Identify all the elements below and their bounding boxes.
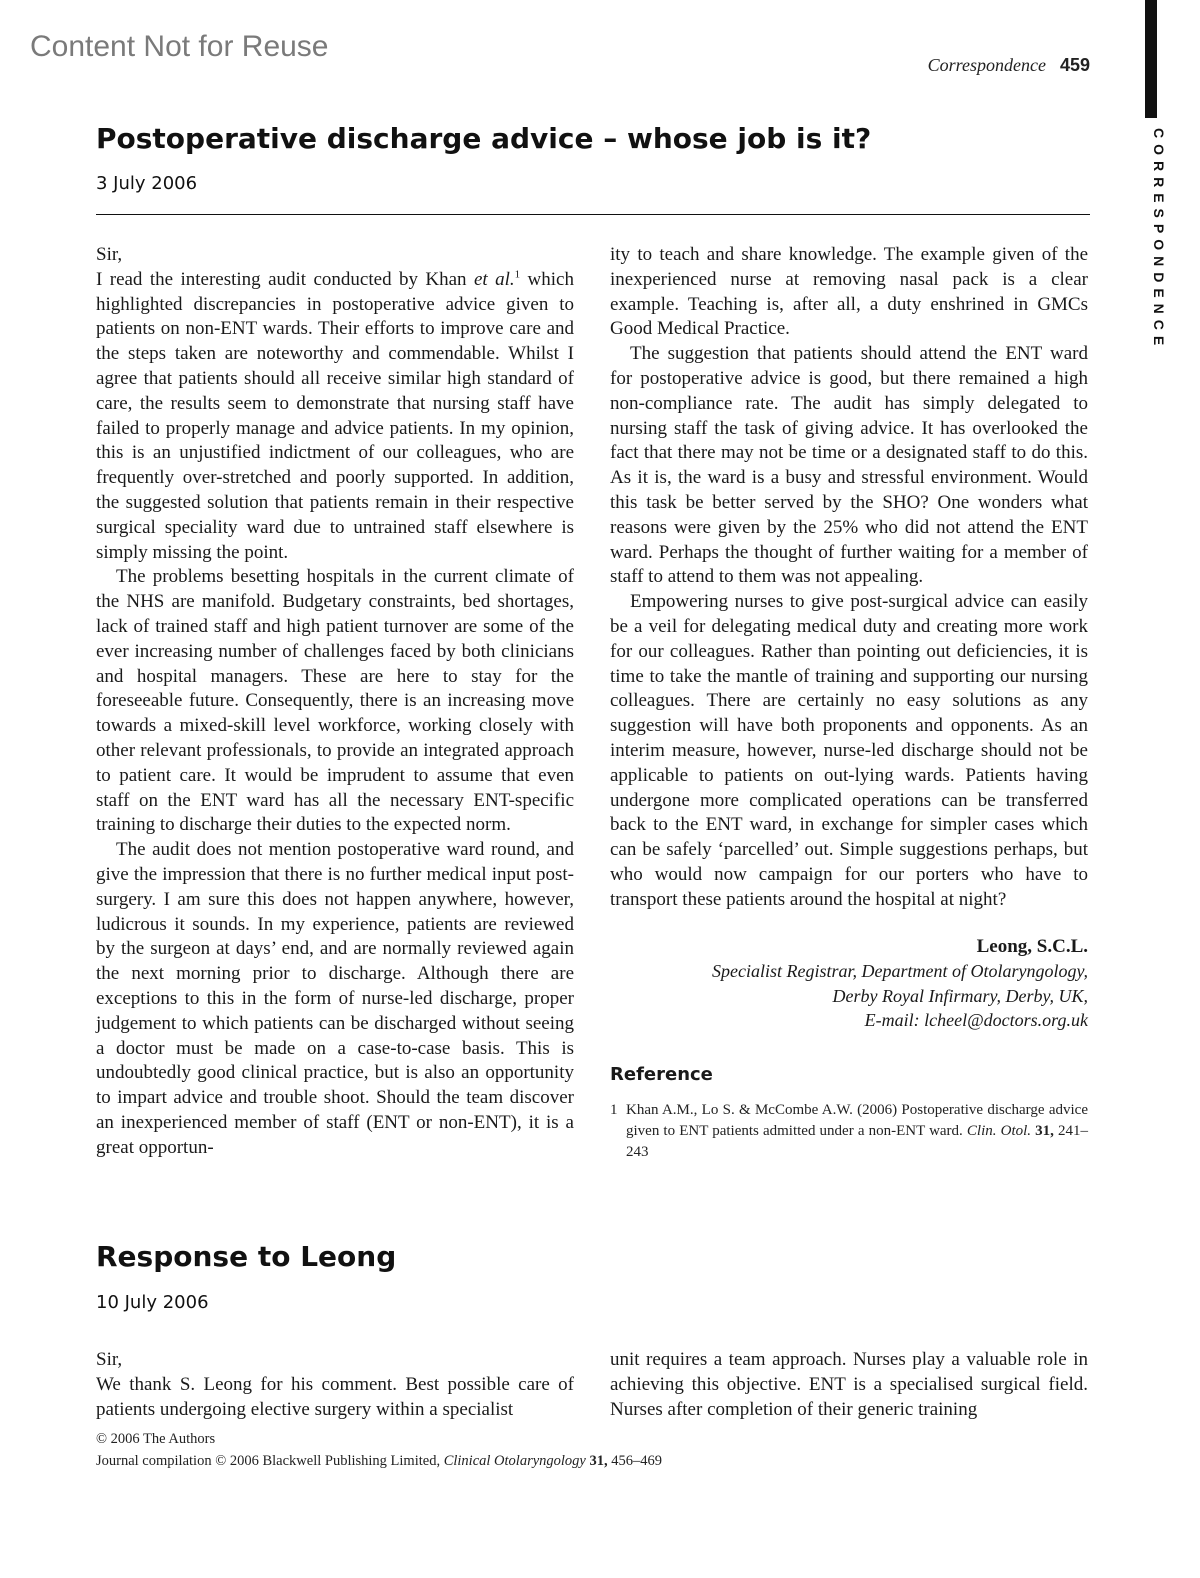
running-head xyxy=(928,55,1090,76)
response-date: 10 July 2006 xyxy=(96,1292,209,1313)
response-column-right xyxy=(610,1348,1088,1422)
reference-heading: Reference xyxy=(610,1063,713,1085)
reference-journal: Clin. Otol. xyxy=(966,1122,1032,1139)
side-section-label: CORRESPONDENCE xyxy=(1151,128,1167,352)
response-title: Response to Leong xyxy=(96,1240,397,1273)
response-paragraph-part-1: We thank S. Leong for his comment. Best possible care of patients undergoing elective surgery within a specialist xyxy=(96,1373,574,1420)
article-column-left xyxy=(96,243,574,1160)
reference-number: 1 xyxy=(610,1101,618,1118)
footer-volume: 31, xyxy=(589,1453,608,1469)
footer-compilation xyxy=(96,1450,662,1472)
author-signoff xyxy=(610,935,1088,1033)
reference-volume: 31, xyxy=(1035,1122,1054,1139)
response-paragraph-part-2: unit requires a team approach. Nurses play a valuable role in achieving this objective. ENT is a specialised surgical field. Nurses after completion of their generic training xyxy=(610,1349,1088,1420)
author-position: Specialist Registrar, Department of Otolaryngology, xyxy=(712,961,1088,982)
author-name: Leong, S.C.L. xyxy=(976,935,1088,957)
paragraph-3-part-1: The audit does not mention postoperative ward round, and give the impression that there is no further medical input post-surgery. I am sure this does not happen anywhere, however, ludicrous it sounds. In my experience, patients are reviewed by the surgeon at days’ end, and are normally reviewed again the next morning prior to discharge. Although there are exceptions to this in the form of nurse-led discharge, proper judgement to which patients can be discharged without seeing a doctor must be made on a case-to-case basis. This is undoubtedly good clinical practice, but is also an opportunity to impart advice and trouble shoot. Should the team discover an inexperienced member of staff (ENT or non-ENT), it is a great opportun- xyxy=(96,839,574,1158)
page-footer xyxy=(96,1428,662,1472)
article-title: Postoperative discharge advice – whose job is it? xyxy=(96,122,872,155)
paragraph-5: Empowering nurses to give post-surgical advice can easily be a veil for delegating medical duty and creating more work for our colleagues. Rather than pointing out deficiencies, it is time to take the mantle of training and supporting our nursing colleagues. There are certainly no easy solutions as any suggestion will have both proponents and opponents. As an interim measure, however, nurse-led discharge should not be applicable to patients on out-lying wards. Patients having undergone more complicated operations can be transferred back to the ENT ward, in exchange for simpler cases which can be safely ‘parcelled’ out. Simple suggestions perhaps, but who would now campaign for our porters who have to transport these patients around the hospital at night? xyxy=(610,591,1088,910)
footer-compilation-start: Journal compilation © 2006 Blackwell Publishing Limited, xyxy=(96,1453,444,1469)
citation-marker: 1 xyxy=(514,268,521,281)
reference-item xyxy=(610,1100,1088,1163)
reference-text-start: Khan A.M., Lo S. & McCombe A.W. (2006) Postoperative discharge advice given to ENT patients admitted under a non-ENT ward. xyxy=(626,1101,1088,1139)
article-date: 3 July 2006 xyxy=(96,173,198,194)
side-tab-bar xyxy=(1145,0,1157,118)
paragraph-4: The suggestion that patients should attend the ENT ward for postoperative advice is good, but there remained a high non-compliance rate. The audit has simply delegated to nursing staff the task of giving advice. It has overlooked the fact that there may not be time or a designated staff to do this. As it is, the ward is a busy and stressful environment. Would this task be better served by the SHO? One wonders what reasons were given by the 25% who did not attend the ENT ward. Perhaps the thought of further waiting for a member of staff to attend to them was not appealing. xyxy=(610,343,1088,588)
paragraph-1-rest: which highlighted discrepancies in postoperative advice given to patients on non-ENT wards. Their efforts to improve care and the steps taken are noteworthy and commendable. Whilst I agree that patients should all receive similar high standard of care, the results seem to demonstrate that nursing staff have failed to properly manage and advice patients. In my opinion, this is an unjustified indictment of our colleagues, who are frequently over-stretched and poorly supported. In addition, the suggested solution that patients remain in their respective surgical speciality ward due to untrained staff elsewhere is simply missing the point. xyxy=(96,268,574,563)
et-al: et al. xyxy=(473,268,515,290)
footer-journal: Clinical Otolaryngology xyxy=(443,1453,586,1469)
watermark: Content Not for Reuse xyxy=(30,30,329,63)
footer-copyright: © 2006 The Authors xyxy=(96,1431,216,1447)
reference-text xyxy=(626,1100,1088,1163)
title-divider xyxy=(96,214,1090,215)
paragraph-3-part-2: ity to teach and share knowledge. The example given of the inexperienced nurse at removing nasal pack is a clear example. Teaching is, after all, a duty enshrined in GMCs Good Medical Practice. xyxy=(610,244,1088,340)
article-column-right xyxy=(610,243,1088,1163)
paragraph-2: The problems besetting hospitals in the current climate of the NHS are manifold. Budgetary constraints, bed shortages, lack of trained staff and high patient turnover are some of the ever increasing number of challenges faced by both clinicians and hospital managers. These are here to stay for the foreseeable future. Consequently, there is an increasing move towards a mixed-skill level workforce, working closely with other relevant professionals, to provide an integrated approach to patient care. It would be imprudent to assume that even staff on the ENT ward has all the necessary ENT-specific training to discharge their duties to the expected norm. xyxy=(96,566,574,836)
footer-pages: 456–469 xyxy=(607,1453,662,1469)
paragraph-1 xyxy=(96,268,574,566)
running-head-section: Correspondence xyxy=(927,55,1046,75)
reference-pages: 241–243 xyxy=(626,1122,1089,1160)
author-institution: Derby Royal Infirmary, Derby, UK, xyxy=(832,985,1088,1006)
paragraph-1-start: I read the interesting audit conducted by Khan xyxy=(96,268,474,290)
author-email: E-mail: lcheel@doctors.org.uk xyxy=(864,1010,1088,1031)
response-column-left xyxy=(96,1348,574,1422)
response-salutation: Sir, xyxy=(96,1349,123,1370)
page-number: 459 xyxy=(1059,55,1090,75)
salutation: Sir, xyxy=(96,244,123,265)
